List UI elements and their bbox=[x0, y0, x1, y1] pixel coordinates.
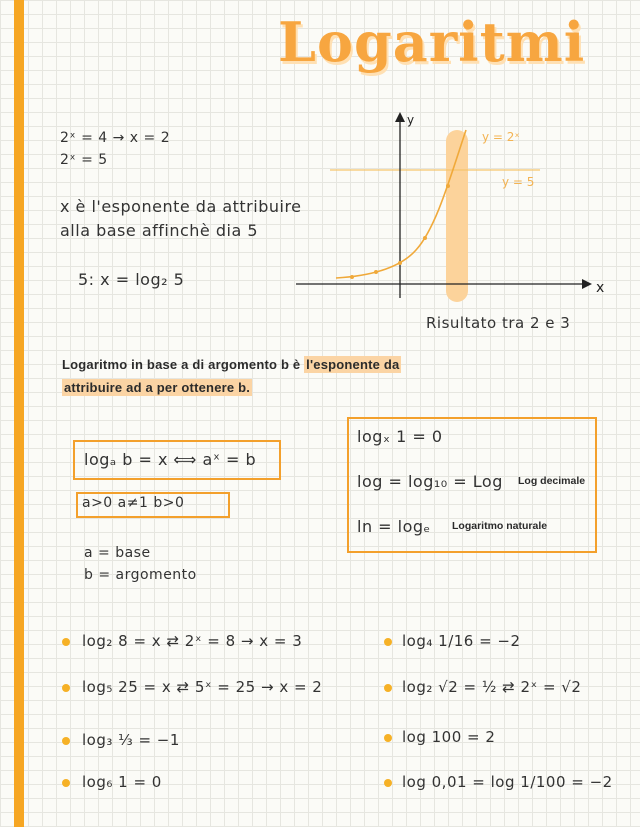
y-axis-arrow bbox=[395, 112, 405, 122]
example-right-2: log₂ √2 = ½ ⇄ 2ˣ = √2 bbox=[402, 678, 582, 696]
page-title: Logaritmi bbox=[278, 10, 586, 74]
curve-point bbox=[446, 184, 450, 188]
curve-point bbox=[398, 261, 402, 265]
bullet bbox=[62, 684, 70, 692]
x-axis-label: x bbox=[596, 280, 605, 296]
curve-point bbox=[374, 270, 378, 274]
conditions: a>0 a≠1 b>0 bbox=[82, 495, 185, 511]
bullet bbox=[62, 638, 70, 646]
bullet bbox=[62, 737, 70, 745]
graph-caption: Risultato tra 2 e 3 bbox=[426, 314, 571, 332]
log-definition-formula: logₐ b = x ⟺ aˣ = b bbox=[84, 450, 257, 469]
decimal-log-note: Log decimale bbox=[518, 475, 586, 487]
x-axis-arrow bbox=[582, 279, 592, 289]
natural-log-note: Logaritmo naturale bbox=[452, 520, 548, 532]
definition-line-1 bbox=[62, 357, 401, 372]
notation-row-3: ln = logₑ bbox=[357, 517, 431, 536]
margin-bar bbox=[14, 0, 24, 827]
bullet bbox=[384, 638, 392, 646]
example-left-3: log₃ ⅓ = −1 bbox=[82, 731, 180, 749]
notation-row-1: logₓ 1 = 0 bbox=[357, 427, 443, 446]
argument-note: b = argomento bbox=[84, 567, 197, 583]
bullet bbox=[384, 684, 392, 692]
y-axis-label: y bbox=[407, 113, 415, 127]
definition-highlight-2: attribuire ad a per ottenere b. bbox=[64, 380, 251, 395]
base-note: a = base bbox=[84, 545, 151, 561]
intro-sentence-2: alla base affinchè dia 5 bbox=[60, 221, 259, 240]
intro-sentence-1: x è l'esponente da attribuire bbox=[60, 197, 302, 216]
intro-result: 5: x = log₂ 5 bbox=[78, 270, 185, 289]
definition-highlight-1: l'esponente da bbox=[306, 357, 400, 372]
curve-point bbox=[423, 236, 427, 240]
intro-line-1: 2ˣ = 4 → x = 2 bbox=[60, 130, 171, 146]
example-right-1: log₄ 1/16 = −2 bbox=[402, 632, 521, 650]
example-left-2: log₅ 25 = x ⇄ 5ˣ = 25 → x = 2 bbox=[82, 678, 323, 696]
example-right-3: log 100 = 2 bbox=[402, 728, 496, 746]
definition-plain: Logaritmo in base a di argomento b è bbox=[62, 357, 305, 372]
notation-row-2: log = log₁₀ = Log bbox=[357, 472, 503, 491]
bullet bbox=[62, 779, 70, 787]
definition-line-2 bbox=[62, 380, 252, 395]
bullet bbox=[384, 734, 392, 742]
intro-line-2: 2ˣ = 5 bbox=[60, 152, 108, 168]
exponential-graph bbox=[290, 108, 620, 303]
example-right-4: log 0,01 = log 1/100 = −2 bbox=[402, 773, 613, 791]
curve-label: y = 2ˣ bbox=[482, 130, 520, 144]
curve-point bbox=[350, 275, 354, 279]
example-left-1: log₂ 8 = x ⇄ 2ˣ = 8 → x = 3 bbox=[82, 632, 303, 650]
example-left-4: log₆ 1 = 0 bbox=[82, 773, 162, 791]
y5-label: y = 5 bbox=[502, 175, 535, 189]
bullet bbox=[384, 779, 392, 787]
